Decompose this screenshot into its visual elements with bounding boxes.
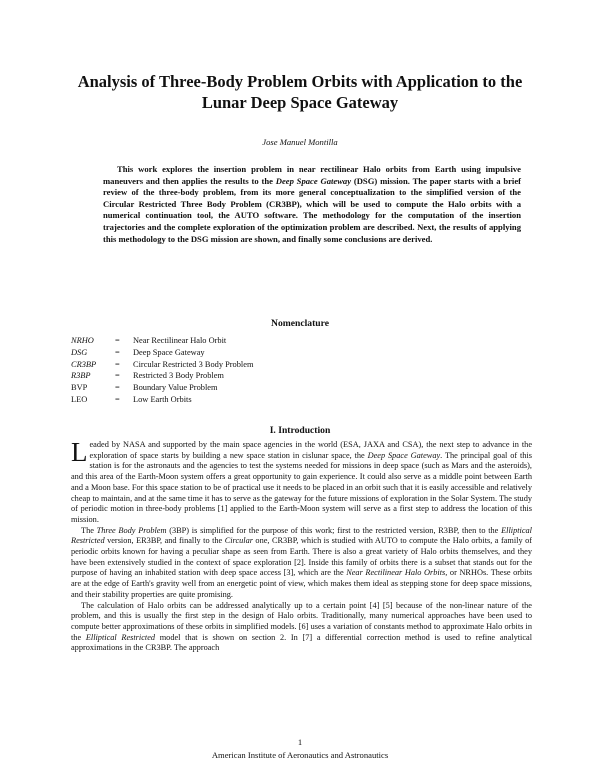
nomenclature-desc: Near Rectilinear Halo Orbit: [133, 336, 227, 345]
nomenclature-abbr: BVP: [71, 383, 88, 393]
paragraph-text: The calculation of Halo orbits can be addressed analytically up to a certain point [4] [5] because of the non-linear nature of the problem, and this is usually the first step in the design of Halo orbits. Traditionally, many numerical approaches have been used to compute better approximations of these orbits in simplified models. [6] uses a variation of constants method to approximate Halo orbits in the: [71, 600, 532, 642]
abstract-italic: Deep Space Gateway: [275, 175, 352, 186]
drop-cap: L: [71, 440, 88, 467]
paragraph-text: (3BP) is simplified for the purpose of this work; first to the restricted version, R3BP, then to the: [166, 525, 502, 535]
nomenclature-abbr: R3BP: [71, 371, 91, 381]
paragraph-text: eaded by NASA and supported by the main space agencies in the world (ESA, JAXA and CSA), the next step to advance in the exploration of space starts by building a new space station in cislunar space, the: [89, 440, 532, 460]
nomenclature-desc: Deep Space Gateway: [133, 347, 205, 357]
paragraph: [71, 601, 532, 655]
nomenclature-equals: =: [115, 383, 120, 393]
nomenclature-abbr: DSG: [71, 347, 88, 357]
nomenclature-equals: =: [115, 336, 120, 345]
introduction-heading: I. Introduction: [269, 425, 331, 436]
nomenclature-row: [71, 347, 371, 359]
nomenclature-abbr: NRHO: [71, 336, 94, 345]
nomenclature-desc: Boundary Value Problem: [133, 383, 218, 393]
paragraph-text: version, ER3BP, and finally to the: [104, 536, 225, 546]
nomenclature-list: [71, 335, 371, 406]
paragraph-text: The: [81, 525, 97, 535]
paragraph-italic: Elliptical Restricted: [71, 525, 532, 546]
paragraph-italic: Elliptical Restricted: [85, 632, 156, 642]
nomenclature-row: [71, 382, 371, 394]
nomenclature-equals: =: [115, 359, 120, 369]
nomenclature-desc: Low Earth Orbits: [133, 394, 192, 404]
paragraph-italic: Circular: [224, 536, 253, 546]
paragraph-text: . The principal goal of this station is for the astronauts and the agencies to test the systems needed for missions in deep space (such as Mars and the asteroids), and this area of the Earth-Moon system offers a great opportunity to gain experience. It could also serve as a middle point between Earth and a Moon base. For this space station to be of practical use it needs to be placed in an orbit such that it is easily accessible and relatively cheap to maintain, and at the same time it has to serve as the gateway for the future missions of exploration in the Solar System. The study of periodic motion in three-body problems [1] applied to the Earth-Moon system will serve as a first step to address the location of this mission.: [71, 450, 532, 524]
nomenclature-desc: Circular Restricted 3 Body Problem: [133, 359, 254, 369]
nomenclature-row: [71, 335, 371, 347]
paragraph-text: model that is shown on section 2. In [7] a differential correction method is used to refine analytical approximations in the CR3BP. The approach: [71, 632, 532, 653]
nomenclature-desc: Restricted 3 Body Problem: [133, 371, 224, 381]
abstract: [103, 164, 521, 245]
nomenclature-row: [71, 359, 371, 371]
page-number: 1: [297, 737, 303, 747]
paragraph-text: one, CR3BP, which is studied with AUTO to compute the Halo orbits, a family of periodic orbits known for having a peculiar shape as seen from Earth. There is also a great variety of Halo orbits themselves, and they have been extensively studied in the context of space exploration [2]. Inside this family of orbits there is a subset that stands out for the purpose of having an inhabited station with deep space access [3], which are the: [71, 536, 532, 578]
nomenclature-equals: =: [115, 394, 120, 404]
abstract-text: This work explores the insertion problem in near rectilinear Halo orbits from Earth using impulsive maneuvers and then applies the results to the: [103, 164, 521, 186]
paragraph-text: , or NRHOs. These orbits are at the edge of Earth's gravity well from an energetic point of view, which makes them ideal as stepping stone for deep space missions, and their stability properties are quite promising.: [71, 568, 532, 599]
nomenclature-row: [71, 394, 371, 406]
paragraph: [71, 526, 532, 601]
introduction-body: [71, 440, 532, 756]
nomenclature-equals: =: [115, 347, 120, 357]
paper-title: Analysis of Three-Body Problem Orbits with Application to the Lunar Deep Space Gateway: [77, 72, 523, 112]
paragraph-italic: Deep Space Gateway: [367, 450, 441, 460]
nomenclature-equals: =: [115, 371, 120, 381]
paragraph: [71, 440, 532, 526]
page-footer: American Institute of Aeronautics and Astronautics: [211, 750, 389, 760]
author-name: Jose Manuel Montilla: [262, 137, 338, 147]
abstract-text: (DSG) mission. The paper starts with a brief review of the three-body problem, from its more general conceptualization to the simplified version of the Circular Restricted Three Body Problem (CR3BP), which will be used to compute the Halo orbits with a numerical continuation tool, the AUTO software. The methodology for the computation of the insertion trajectories and the complete exploration of the optimization problem are described. Next, the results of applying this methodology to the DSG mission are shown, and finally some conclusions are derived.: [103, 175, 521, 244]
nomenclature-abbr: LEO: [71, 394, 88, 404]
nomenclature-heading: Nomenclature: [271, 318, 329, 329]
paragraph-italic: Three Body Problem: [96, 525, 167, 535]
nomenclature-abbr: CR3BP: [71, 359, 97, 369]
paragraph-italic: Near Rectilinear Halo Orbits: [346, 568, 446, 578]
nomenclature-row: [71, 370, 371, 382]
